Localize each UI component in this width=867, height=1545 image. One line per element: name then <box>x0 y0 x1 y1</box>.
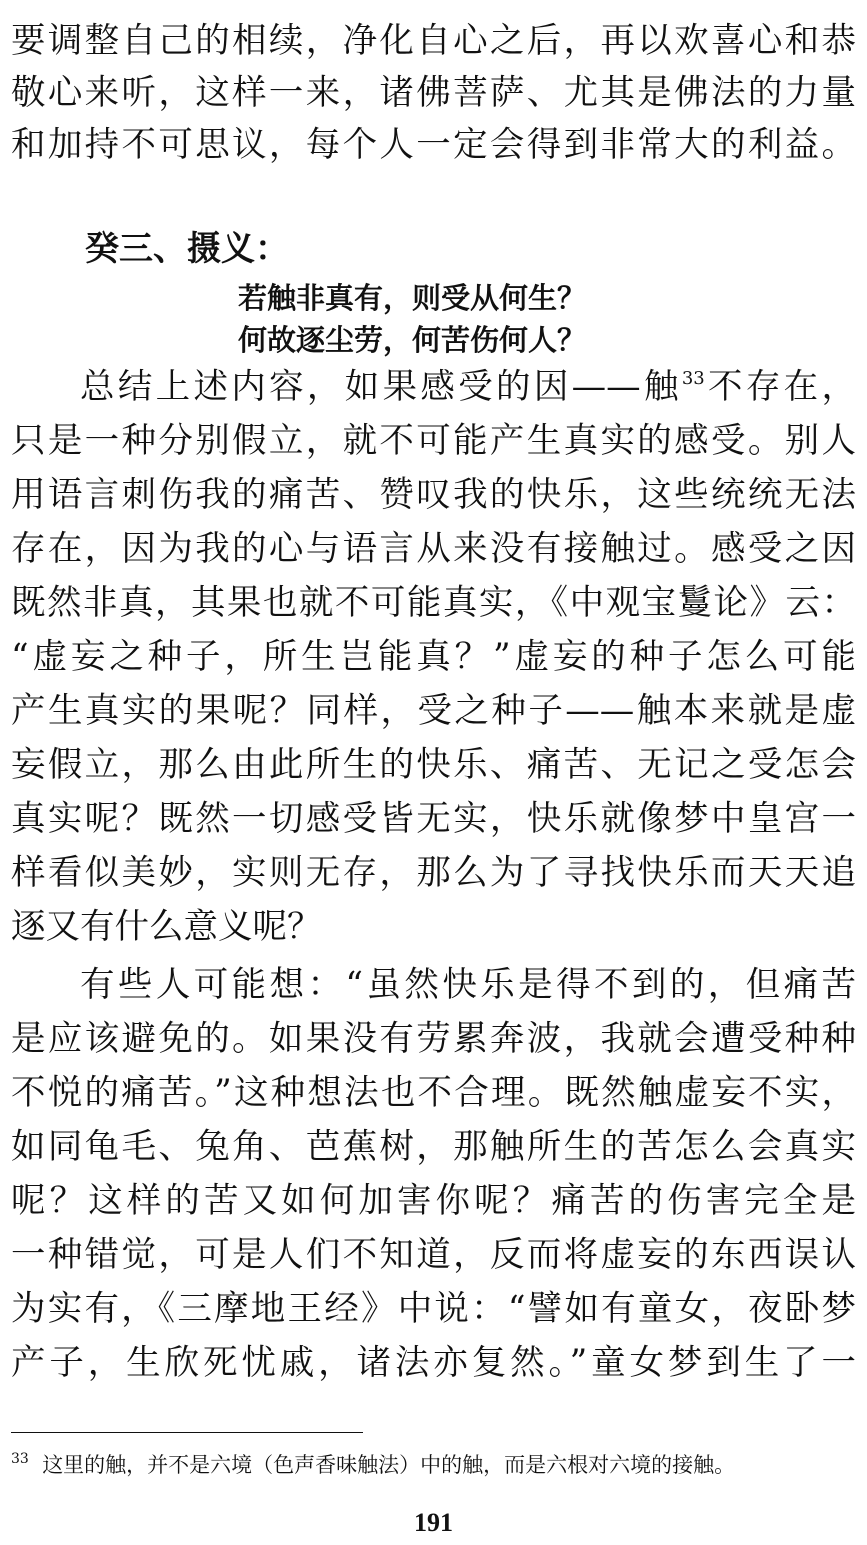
body-text-line: 产子，生欣死忧戚，诸法亦复然。”童女梦到生了一 <box>11 1343 856 1383</box>
body-text-line: 产生真实的果呢？同样，受之种子——触本来就是虚 <box>11 691 856 731</box>
body-text-line: 真实呢？既然一切感受皆无实，快乐就像梦中皇宫一 <box>11 799 856 839</box>
paragraph-first-line <box>80 360 856 414</box>
body-text-line: 和加持不可思议，每个人一定会得到非常大的利益。 <box>11 125 856 165</box>
footnote-reference[interactable]: 33 <box>681 368 705 389</box>
body-text-line: 如同龟毛、兔角、芭蕉树，那触所生的苦怎么会真实 <box>11 1127 856 1167</box>
body-text-line: 是应该避免的。如果没有劳累奔波，我就会遭受种种 <box>11 1019 856 1059</box>
body-text-line: 妄假立，那么由此所生的快乐、痛苦、无记之受怎会 <box>11 745 856 785</box>
body-text-line: 逐又有什么意义呢？ <box>11 907 322 947</box>
body-text-line: 用语言刺伤我的痛苦、赞叹我的快乐，这些统统无法 <box>11 475 856 515</box>
paragraph-first-line: 有些人可能想：“虽然快乐是得不到的，但痛苦 <box>80 965 856 1005</box>
paragraph-text: 总结上述内容，如果感受的因——触 <box>80 367 682 407</box>
body-text-line: 一种错觉，可是人们不知道，反而将虚妄的东西误认 <box>11 1235 856 1275</box>
verse-line: 若触非真有，则受从何生？ <box>238 281 587 315</box>
footnote-text: 这里的触，并不是六境（色声香味触法）中的触，而是六根对六境的接触。 <box>42 1453 736 1477</box>
body-text-line: “虚妄之种子，所生岂能真？”虚妄的种子怎么可能 <box>11 637 856 677</box>
footnote <box>11 1450 735 1480</box>
page-number: 191 <box>414 1508 453 1537</box>
footnote-number: 33 <box>11 1451 29 1467</box>
body-text-line: 敬心来听，这样一来，诸佛菩萨、尤其是佛法的力量 <box>11 73 856 113</box>
body-text-line: 只是一种分别假立，就不可能产生真实的感受。别人 <box>11 421 856 461</box>
verse-line: 何故逐尘劳，何苦伤何人？ <box>238 323 587 357</box>
body-text-line: 既然非真，其果也就不可能真实，《中观宝鬘论》云： <box>11 583 856 623</box>
body-text-line: 不悦的痛苦。”这种想法也不合理。既然触虚妄不实， <box>11 1073 856 1113</box>
footnote-divider <box>11 1432 363 1433</box>
body-text-line: 样看似美妙，实则无存，那么为了寻找快乐而天天追 <box>11 853 856 893</box>
body-text-line: 要调整自己的相续，净化自心之后，再以欢喜心和恭 <box>11 21 856 61</box>
body-text-line: 为实有，《三摩地王经》中说：“譬如有童女，夜卧梦 <box>11 1289 856 1329</box>
body-text-line: 存在，因为我的心与语言从来没有接触过。感受之因 <box>11 529 856 569</box>
paragraph-text: 不存在， <box>704 367 856 407</box>
section-heading: 癸三、摄义： <box>85 229 289 269</box>
body-text-line: 呢？这样的苦又如何加害你呢？痛苦的伤害完全是 <box>11 1181 856 1221</box>
